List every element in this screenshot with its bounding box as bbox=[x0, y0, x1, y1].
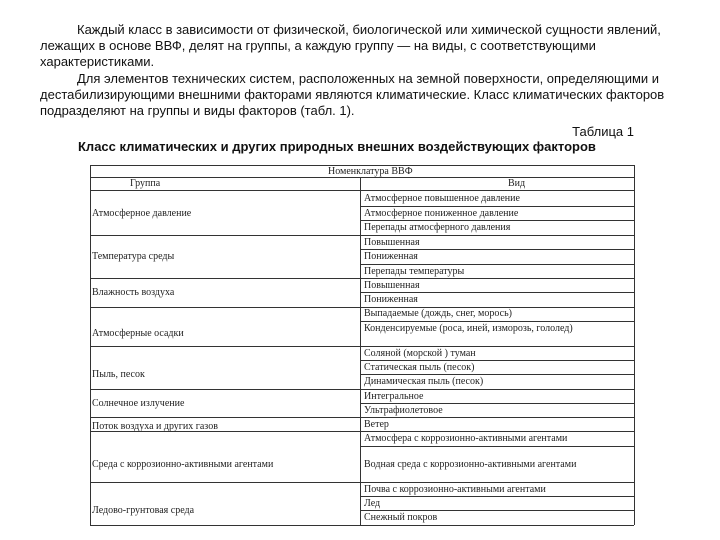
type-row-rule bbox=[360, 292, 634, 293]
type-row-rule bbox=[360, 235, 634, 236]
type-cell: Лед bbox=[364, 498, 381, 509]
type-cell: Пониженная bbox=[364, 294, 418, 305]
table-border-right bbox=[634, 165, 635, 525]
header-group: Группа bbox=[130, 178, 161, 189]
group-cell: Поток воздуха и других газов bbox=[92, 421, 218, 432]
type-row-rule bbox=[360, 403, 634, 404]
type-cell: Статическая пыль (песок) bbox=[364, 362, 475, 373]
group-cell: Пыль, песок bbox=[92, 369, 145, 380]
table-border-top bbox=[90, 165, 634, 166]
type-row-rule bbox=[360, 321, 634, 322]
header-type: Вид bbox=[508, 178, 526, 189]
type-cell: Повышенная bbox=[364, 237, 420, 248]
type-cell: Перепады температуры bbox=[364, 266, 465, 277]
type-row-rule bbox=[360, 264, 634, 265]
group-row-rule bbox=[90, 346, 360, 347]
group-cell: Солнечное излучение bbox=[92, 398, 185, 409]
group-cell: Атмосферное давление bbox=[92, 208, 192, 219]
type-row-rule bbox=[360, 482, 634, 483]
type-row-rule bbox=[360, 510, 634, 511]
type-cell: Конденсируемые (роса, иней, изморозь, гололед) bbox=[364, 323, 573, 334]
group-cell: Температура среды bbox=[92, 251, 175, 262]
type-row-rule bbox=[360, 496, 634, 497]
type-cell: Выпадаемые (дождь, снег, морось) bbox=[364, 308, 512, 319]
type-cell: Ветер bbox=[364, 419, 389, 430]
type-row-rule bbox=[360, 446, 634, 447]
type-cell: Интегральное bbox=[364, 391, 424, 402]
header-rule bbox=[90, 177, 634, 178]
type-cell: Атмосферное пониженное давление bbox=[364, 208, 519, 219]
group-cell: Среда с коррозионно-активными агентами bbox=[92, 459, 274, 470]
group-row-rule bbox=[90, 235, 360, 236]
group-row-rule bbox=[90, 431, 360, 432]
type-cell: Снежный покров bbox=[364, 512, 438, 523]
type-row-rule bbox=[360, 249, 634, 250]
type-cell: Атмосферное повышенное давление bbox=[364, 193, 520, 204]
group-cell: Ледово-грунтовая среда bbox=[92, 505, 195, 516]
type-row-rule bbox=[360, 206, 634, 207]
type-cell: Водная среда с коррозионно-активными агентами bbox=[364, 459, 577, 470]
group-row-rule bbox=[90, 278, 360, 279]
table-border-left bbox=[90, 165, 91, 525]
group-row-rule bbox=[90, 482, 360, 483]
type-row-rule bbox=[360, 431, 634, 432]
table-caption: Таблица 1 bbox=[572, 124, 634, 139]
type-row-rule bbox=[360, 417, 634, 418]
table-border-bottom bbox=[90, 525, 634, 526]
type-cell: Атмосфера с коррозионно-активными агентами bbox=[364, 433, 568, 444]
column-divider bbox=[360, 177, 361, 525]
type-row-rule bbox=[360, 307, 634, 308]
type-row-rule bbox=[360, 346, 634, 347]
header-nomenclature: Номенклатура ВВФ bbox=[328, 166, 413, 177]
type-row-rule bbox=[360, 278, 634, 279]
group-cell: Влажность воздуха bbox=[92, 287, 175, 298]
type-cell: Перепады атмосферного давления bbox=[364, 222, 511, 233]
factors-table bbox=[90, 165, 634, 525]
type-row-rule bbox=[360, 360, 634, 361]
type-cell: Соляной (морской ) туман bbox=[364, 348, 476, 359]
intro-paragraph: Каждый класс в зависимости от физической, биологической или химической сущности явлений, лежащих в основе ВВФ, делят на группы, а каждую группу — на виды, с соответствующими характеристиками. bbox=[40, 22, 661, 69]
type-cell: Пониженная bbox=[364, 251, 418, 262]
climatic-paragraph: Для элементов технических систем, расположенных на земной поверхности, определяющими и дестабилизирующими внешними факторами являются климатические. Класс климатических факторов подразделяют на группы и виды факторов (табл. 1). bbox=[40, 71, 665, 118]
header-rule bbox=[90, 190, 634, 191]
type-cell: Повышенная bbox=[364, 280, 420, 291]
type-row-rule bbox=[360, 220, 634, 221]
type-cell: Ультрафиолетовое bbox=[364, 405, 443, 416]
type-cell: Динамическая пыль (песок) bbox=[364, 376, 484, 387]
table-title: Класс климатических и других природных внешних воздействующих факторов bbox=[78, 139, 596, 154]
group-row-rule bbox=[90, 389, 360, 390]
group-row-rule bbox=[90, 417, 360, 418]
type-row-rule bbox=[360, 389, 634, 390]
group-row-rule bbox=[90, 307, 360, 308]
group-cell: Атмосферные осадки bbox=[92, 328, 184, 339]
type-row-rule bbox=[360, 374, 634, 375]
type-cell: Почва с коррозионно-активными агентами bbox=[364, 484, 546, 495]
